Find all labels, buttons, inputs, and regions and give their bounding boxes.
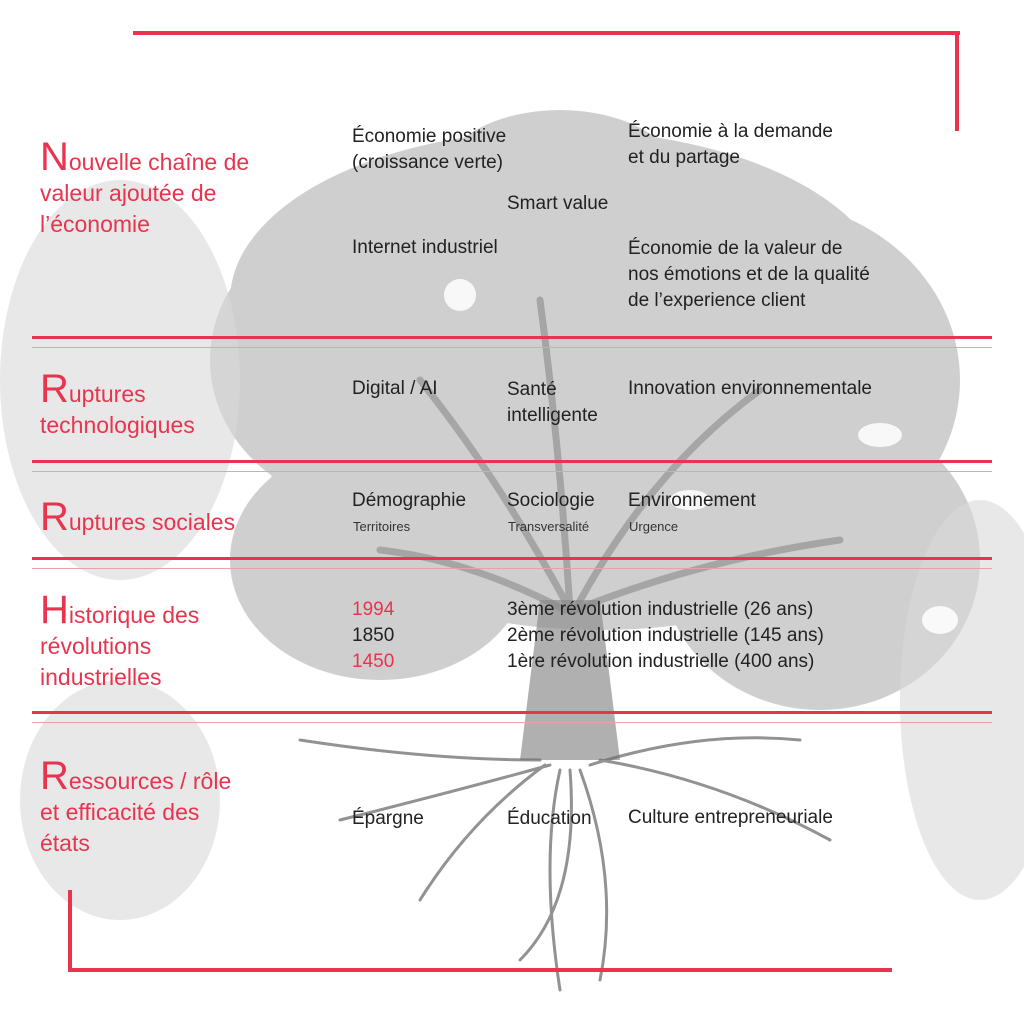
item-epargne: Épargne <box>352 808 424 829</box>
category-social: Ruptures sociales <box>40 495 236 539</box>
item-economie-emotions: Économie de la valeur de nos émotions et de la qualité de l’experience client <box>628 238 870 311</box>
revolution-3: 3ème révolution industrielle (26 ans) <box>507 599 814 620</box>
item-culture-entrepreneuriale: Culture entrepreneuriale <box>628 807 833 828</box>
item-innovation-environnementale: Innovation environnementale <box>628 378 873 399</box>
category-tech: Ruptures technologiques <box>40 367 195 438</box>
revolution-2: 2ème révolution industrielle (145 ans) <box>507 625 824 646</box>
item-environnement: Environnement <box>628 490 756 511</box>
frame-top-line <box>133 31 960 35</box>
category-resources: Ressources / rôle et efficacité des états <box>40 754 232 856</box>
revolution-1: 1ère révolution industrielle (400 ans) <box>507 651 815 672</box>
item-sante-intelligente: Santé intelligente <box>507 379 598 426</box>
item-smart-value: Smart value <box>507 193 609 214</box>
year-1450: 1450 <box>352 651 395 672</box>
category-economy: Nouvelle chaîne de valeur ajoutée de l’économie <box>40 135 250 237</box>
item-economie-demande: Économie à la demande et du partage <box>628 121 833 168</box>
year-1994: 1994 <box>352 599 395 620</box>
year-1850: 1850 <box>352 625 395 646</box>
item-internet-industriel: Internet industriel <box>352 237 498 258</box>
frame-left-line <box>68 890 72 972</box>
item-demographie: Démographie <box>352 490 467 511</box>
item-economie-positive: Économie positive (croissance verte) <box>352 126 507 173</box>
item-digital-ai: Digital / AI <box>352 378 438 399</box>
sub-transversalite: Transversalité <box>508 519 590 534</box>
item-education: Éducation <box>507 808 592 829</box>
category-initial: N <box>40 135 69 179</box>
sub-urgence: Urgence <box>629 519 679 534</box>
category-history: Historique des révolutions industrielles <box>40 588 200 690</box>
frame-bottom-line <box>68 968 892 972</box>
item-sociologie: Sociologie <box>507 490 595 511</box>
frame-right-line <box>955 31 959 131</box>
sub-territoires: Territoires <box>353 519 411 534</box>
